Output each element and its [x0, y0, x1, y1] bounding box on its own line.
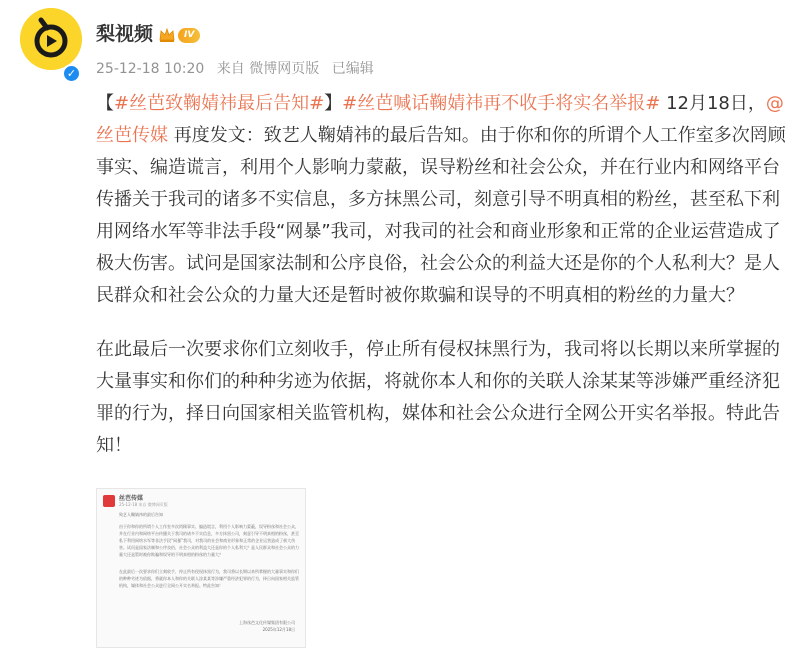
post-paragraph-2: 在此最后一次要求你们立刻收手，停止所有侵权抹黑行为，我司将以长期以来所掌握的大量事实和你们的种种劣迹为依据，将就你本人和你的关联人涂某某等涉嫌严重经济犯罪的行为，择日向国家相关监管机构，媒体和社会公众进行全网公开实名举报。特此告知！: [96, 339, 780, 456]
crown-icon: [158, 26, 176, 44]
post-timestamp[interactable]: 25-12-18 10:20: [96, 61, 205, 77]
level-badge: IV: [178, 28, 200, 43]
topic-link-1[interactable]: #丝芭致鞠婧祎最后告知#: [114, 93, 325, 114]
post-body-text-1: 再度发文：致艺人鞠婧祎的最后告知。由于你和你的所谓个人工作室多次罔顾事实、编造谎言，利用个人影响力蒙蔽，误导粉丝和社会公众，并在行业内和网络平台传播关于我司的诸多不实信息，多方抹黑公司，刻意引导不明真相的粉丝，甚至私下利用网络水军等非法手段“网暴”我司，对我司的社会和商业形象和正常的企业运营造成了极大伤害。试问是国家法制和公序良俗，社会公众的利益大还是你的个人私利大？是人民群众和社会公众的力量大还是暂时被你欺骗和误导的不明真相的粉丝的力量大？: [96, 125, 786, 306]
attachment-paragraph-2: 在此最后一次要求你们立刻收手，停止所有侵权抹黑行为，我司将以长期以来所掌握的大量事实和你们的种种劣迹为依据，将就你本人和你的关联人涂某某等涉嫌严重经济犯罪的行为，择日向国家相关监管机构，媒体和社会公众进行全网公开实名举报。特此告知！: [119, 569, 299, 588]
attachment-company: 上海丝芭文化传媒集团有限公司: [239, 620, 295, 625]
user-badges: [158, 25, 200, 45]
post-date-text: 12月18日，: [660, 93, 766, 114]
edited-label[interactable]: 已编辑: [331, 61, 374, 77]
attachment-avatar: [103, 495, 115, 507]
pear-video-logo-icon: [20, 8, 82, 70]
attachment-paragraph-1: 由于你和你的所谓个人工作室多次罔顾事实、编造谎言，利用个人影响力蒙蔽，误导粉丝和社会公众，并在行业内和网络平台传播关于我司的诸多不实信息，多方抹黑公司，刻意引导不明真相的粉丝，甚至私下利用网络水军等非法手段“网暴”我司，对我司的社会和商业形象和正常的企业运营造成了极大伤害。试问是国家法制和公序良俗，社会公众的利益大还是你的个人私利大？是人民群众和社会公众的力量大还是暂时被你欺骗和误导的不明真相的粉丝的力量大？: [119, 524, 299, 557]
username[interactable]: 梨视频: [96, 23, 154, 45]
verified-icon: ✓: [62, 64, 81, 83]
attachment-body: [119, 511, 299, 589]
attachment-line-1: 致艺人鞠婧祎的最后告知: [119, 512, 163, 517]
post-body: [96, 88, 786, 462]
attachment-meta: 25-12-18 来自 微博网页版: [119, 502, 168, 507]
post-image-thumbnail[interactable]: [96, 488, 306, 648]
mention-link[interactable]: @丝芭传媒: [96, 93, 784, 146]
bracket-open: 【: [96, 93, 114, 114]
post-meta: [96, 60, 382, 78]
post-paragraph-1: [96, 88, 786, 312]
attachment-header: [103, 495, 168, 507]
attachment-author: 丝芭传媒: [119, 495, 144, 502]
attachment-date: 2025年12月18日: [262, 627, 295, 632]
attachment-signature: [239, 619, 295, 633]
avatar[interactable]: [20, 8, 82, 70]
post-source: 来自 微博网页版: [216, 61, 320, 77]
topic-link-2[interactable]: #丝芭喊话鞠婧祎再不收手将实名举报#: [342, 93, 661, 114]
bracket-close: 】: [324, 93, 343, 114]
